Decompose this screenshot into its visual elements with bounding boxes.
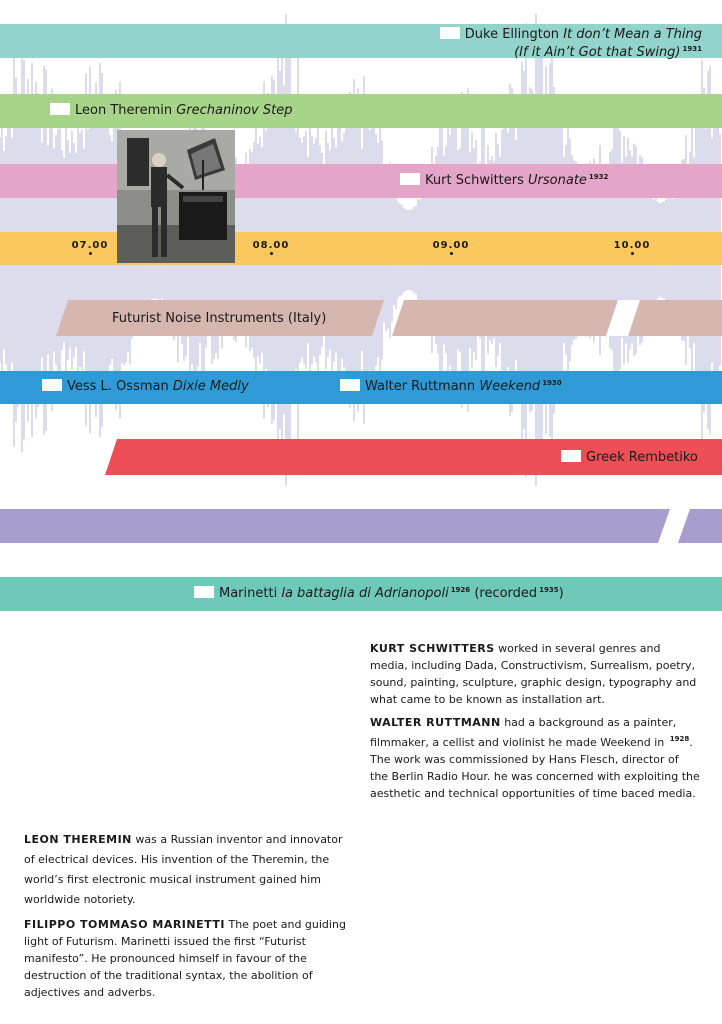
artist-name: Vess L. Ossman <box>67 379 169 394</box>
bio-column-left <box>24 830 354 1007</box>
track-ruttmann-label <box>340 379 562 394</box>
bio-ruttmann: WALTER RUTTMANN had a background as a painter, filmmaker, a cellist and violinist he made Weekend in $^{1928}$. The work was commissioned by Hans Flesch, director of the Berlin Radio Hour. he was concerned with exploiting the aesthetic and technical opportunities of time baced media. <box>370 716 700 800</box>
artist-name: Kurt Schwitters <box>425 173 524 188</box>
track-ossman-label <box>42 379 249 394</box>
artist-name: Marinetti <box>219 586 278 601</box>
bio-theremin: LEON THEREMIN was a Russian inventor and innovator of electrical devices. His invention of the Theremin, the world’s first electronic musical instrument gained him worldwide notoriety. <box>24 833 343 906</box>
work-title-cont: (If it Ain’t Got that Swing) <box>514 45 681 60</box>
time-tick: 10.00 <box>612 240 652 255</box>
bio-schwitters: KURT SCHWITTERS worked in several genres and media, including Dada, Constructivism, Surrealism, poetry, sound, painting, sculpture, graphic design, typography and what came to be known as installation art. <box>370 642 697 706</box>
track-futurist-label: Futurist Noise Instruments (Italy) <box>112 311 327 326</box>
work-title: la battaglia di Adrianopoli <box>281 586 449 601</box>
work-title: It don’t Mean a Thing <box>563 27 702 42</box>
work-year: 1932 <box>588 173 609 181</box>
track-marker-icon <box>194 586 214 598</box>
work-title: Dixie Medly <box>172 379 249 394</box>
work-year: 1931 <box>682 45 702 53</box>
work-title: Weekend <box>479 379 541 394</box>
track-marker-icon <box>42 379 62 391</box>
track-futurist-gaps <box>0 300 722 336</box>
work-year: 1930 <box>542 379 562 387</box>
artist-name: Walter Ruttmann <box>365 379 476 394</box>
track-schwitters-label <box>400 173 608 188</box>
track-marker-icon <box>400 173 420 185</box>
time-tick: 09.00 <box>431 240 471 255</box>
work-title: Ursonate <box>528 173 587 188</box>
track-theremin-label <box>50 103 292 118</box>
time-tick: 07.00 <box>70 240 110 255</box>
artist-name: Leon Theremin <box>75 103 173 118</box>
work-title: Grechaninov Step <box>176 103 293 118</box>
bio-marinetti: FILIPPO TOMMASO MARINETTI The poet and guiding light of Futurism. Marinetti issued the first “Futurist manifesto”. He pronounced himself in favour of the destruction of the traditional syntax, the abolition of adjectives and adverbs. <box>24 918 346 999</box>
track-purple <box>0 509 722 543</box>
time-tick: 08.00 <box>251 240 291 255</box>
track-marker-icon <box>340 379 360 391</box>
track-marinetti-label: Marinetti la battaglia di Adrianopoli $^{1926}$ (recorded $^{1935}$) <box>194 586 564 601</box>
track-marker-icon <box>440 27 460 39</box>
work-year: 1926 <box>450 586 471 594</box>
track-marker-icon <box>561 450 581 462</box>
track-marker-icon <box>50 103 70 115</box>
track-schwitters <box>0 164 722 198</box>
track-rembetiko-label: Greek Rembetiko <box>561 450 698 465</box>
bio-column-right <box>370 640 700 808</box>
artist-name: Duke Ellington <box>464 27 560 42</box>
theremin-photo <box>117 130 235 263</box>
track-ellington-label <box>440 27 702 60</box>
